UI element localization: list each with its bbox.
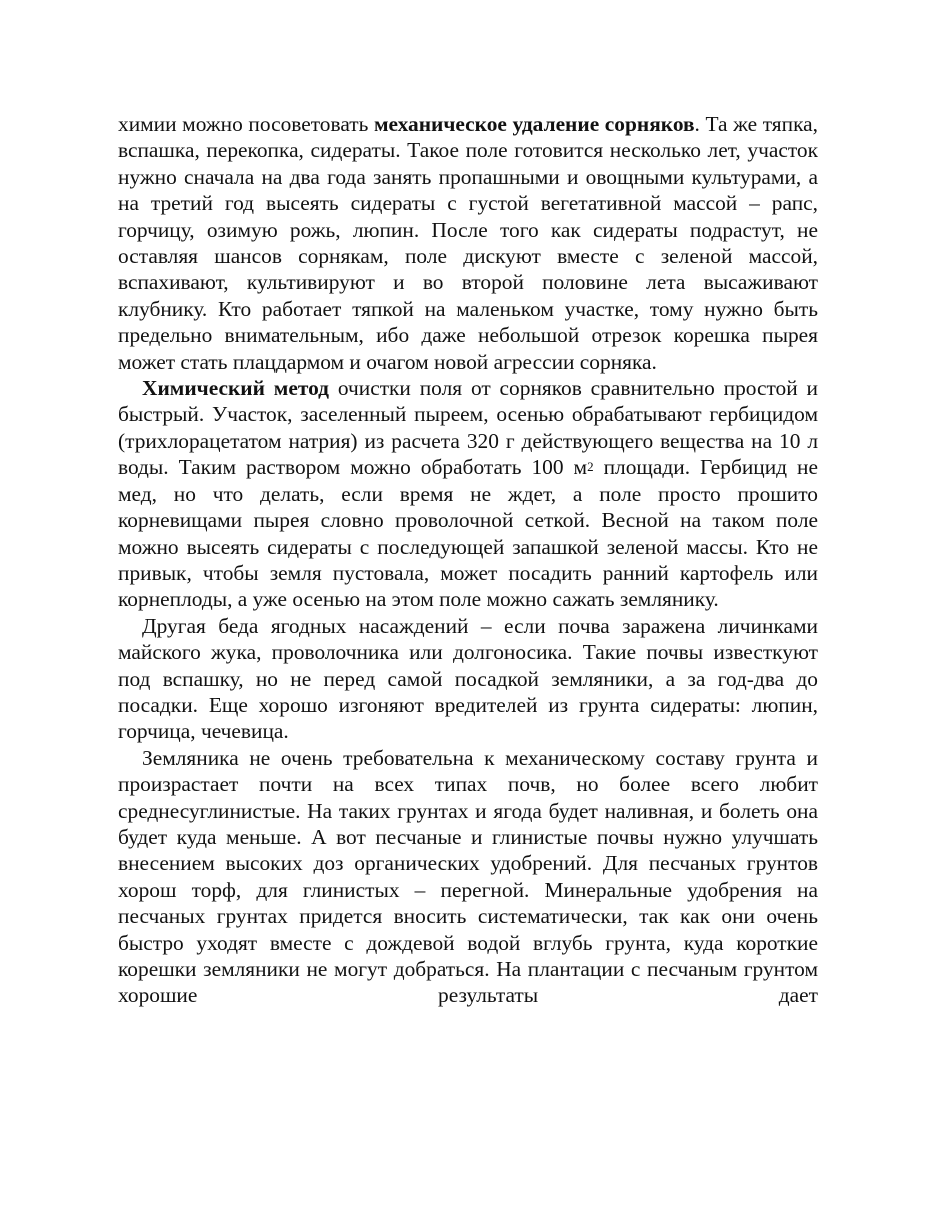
paragraph-text: Земляника не очень требовательна к механическому составу грунта и произрастает почти на всех типах почв, но более всего любит среднесуглинистые. На таких грунтах и ягода будет наливная, и болеть она будет куда меньше. А вот песчаные и глинистые почвы нужно улучшать внесением высоких доз органических удобрений. Для песчаных грунтов хорош торф, для глинистых – перегной. Минеральные удобрения на песчаных грунтах придется вносить систематически, так как они очень быстро уходят вместе с дождевой водой вглубь грунта, куда короткие корешки земляники не могут добраться. На плантации с песчаным грунтом хорошие результаты дает: [118, 745, 818, 1008]
document-page: [118, 111, 818, 1009]
bold-term-chemical-method: Химический метод: [142, 376, 329, 401]
paragraph-text: Другая беда ягодных насаждений – если почва заражена личинками майского жука, проволочника или долгоносика. Такие почвы известкуют под вспашку, но не перед самой посадкой земляники, а за год-два до посадки. Еще хорошо изгоняют вредителей из грунта сидераты: люпин, горчица, чечевица.: [118, 613, 818, 744]
paragraph-text: площади. Гербицид не мед, но что делать, если время не ждет, а поле просто прошито корневищами пырея словно проволочной сеткой. Весной на таком поле можно высеять сидераты с последующей запашкой зеленой массы. Кто не привык, чтобы земля пустовала, может посадить ранний картофель или корнеплоды, а уже осенью на этом поле можно сажать землянику.: [118, 455, 818, 612]
paragraph-chemical-method: [118, 375, 818, 613]
paragraph-soil-types: [118, 745, 818, 1009]
paragraph-text: химии можно посоветовать: [118, 112, 374, 136]
paragraph-text: . Та же тяпка, вспашка, перекопка, сидераты. Такое поле готовится несколько лет, участок нужно сначала на два года занять пропашными и овощными культурами, а на третий год высеять сидераты с густой вегетативной массой – рапс, горчицу, озимую рожь, люпин. После того как сидераты подрастут, не оставляя шансов сорнякам, поле дискуют вместе с зеленой массой, вспахивают, культивируют и во второй половине лета высаживают клубнику. Кто работает тяпкой на маленьком участке, тому нужно быть предельно внимательным, ибо даже небольшой отрезок корешка пырея может стать плацдармом и очагом новой агрессии сорняка.: [118, 112, 818, 374]
paragraph-text: очистки поля от сорняков сравнительно простой и быстрый. Участок, заселенный пыреем, осенью обрабатывают гербицидом (трихлорацетатом натрия) из расчета 320 г действующего вещества на 10 л воды. Таким раствором можно обработать 100 м: [118, 376, 818, 480]
bold-term-mechanical-removal: механическое удаление сорняков: [373, 112, 695, 136]
superscript-squared: 2: [587, 459, 594, 475]
paragraph-pests: [118, 613, 818, 745]
paragraph-mechanical-removal: [118, 111, 818, 375]
